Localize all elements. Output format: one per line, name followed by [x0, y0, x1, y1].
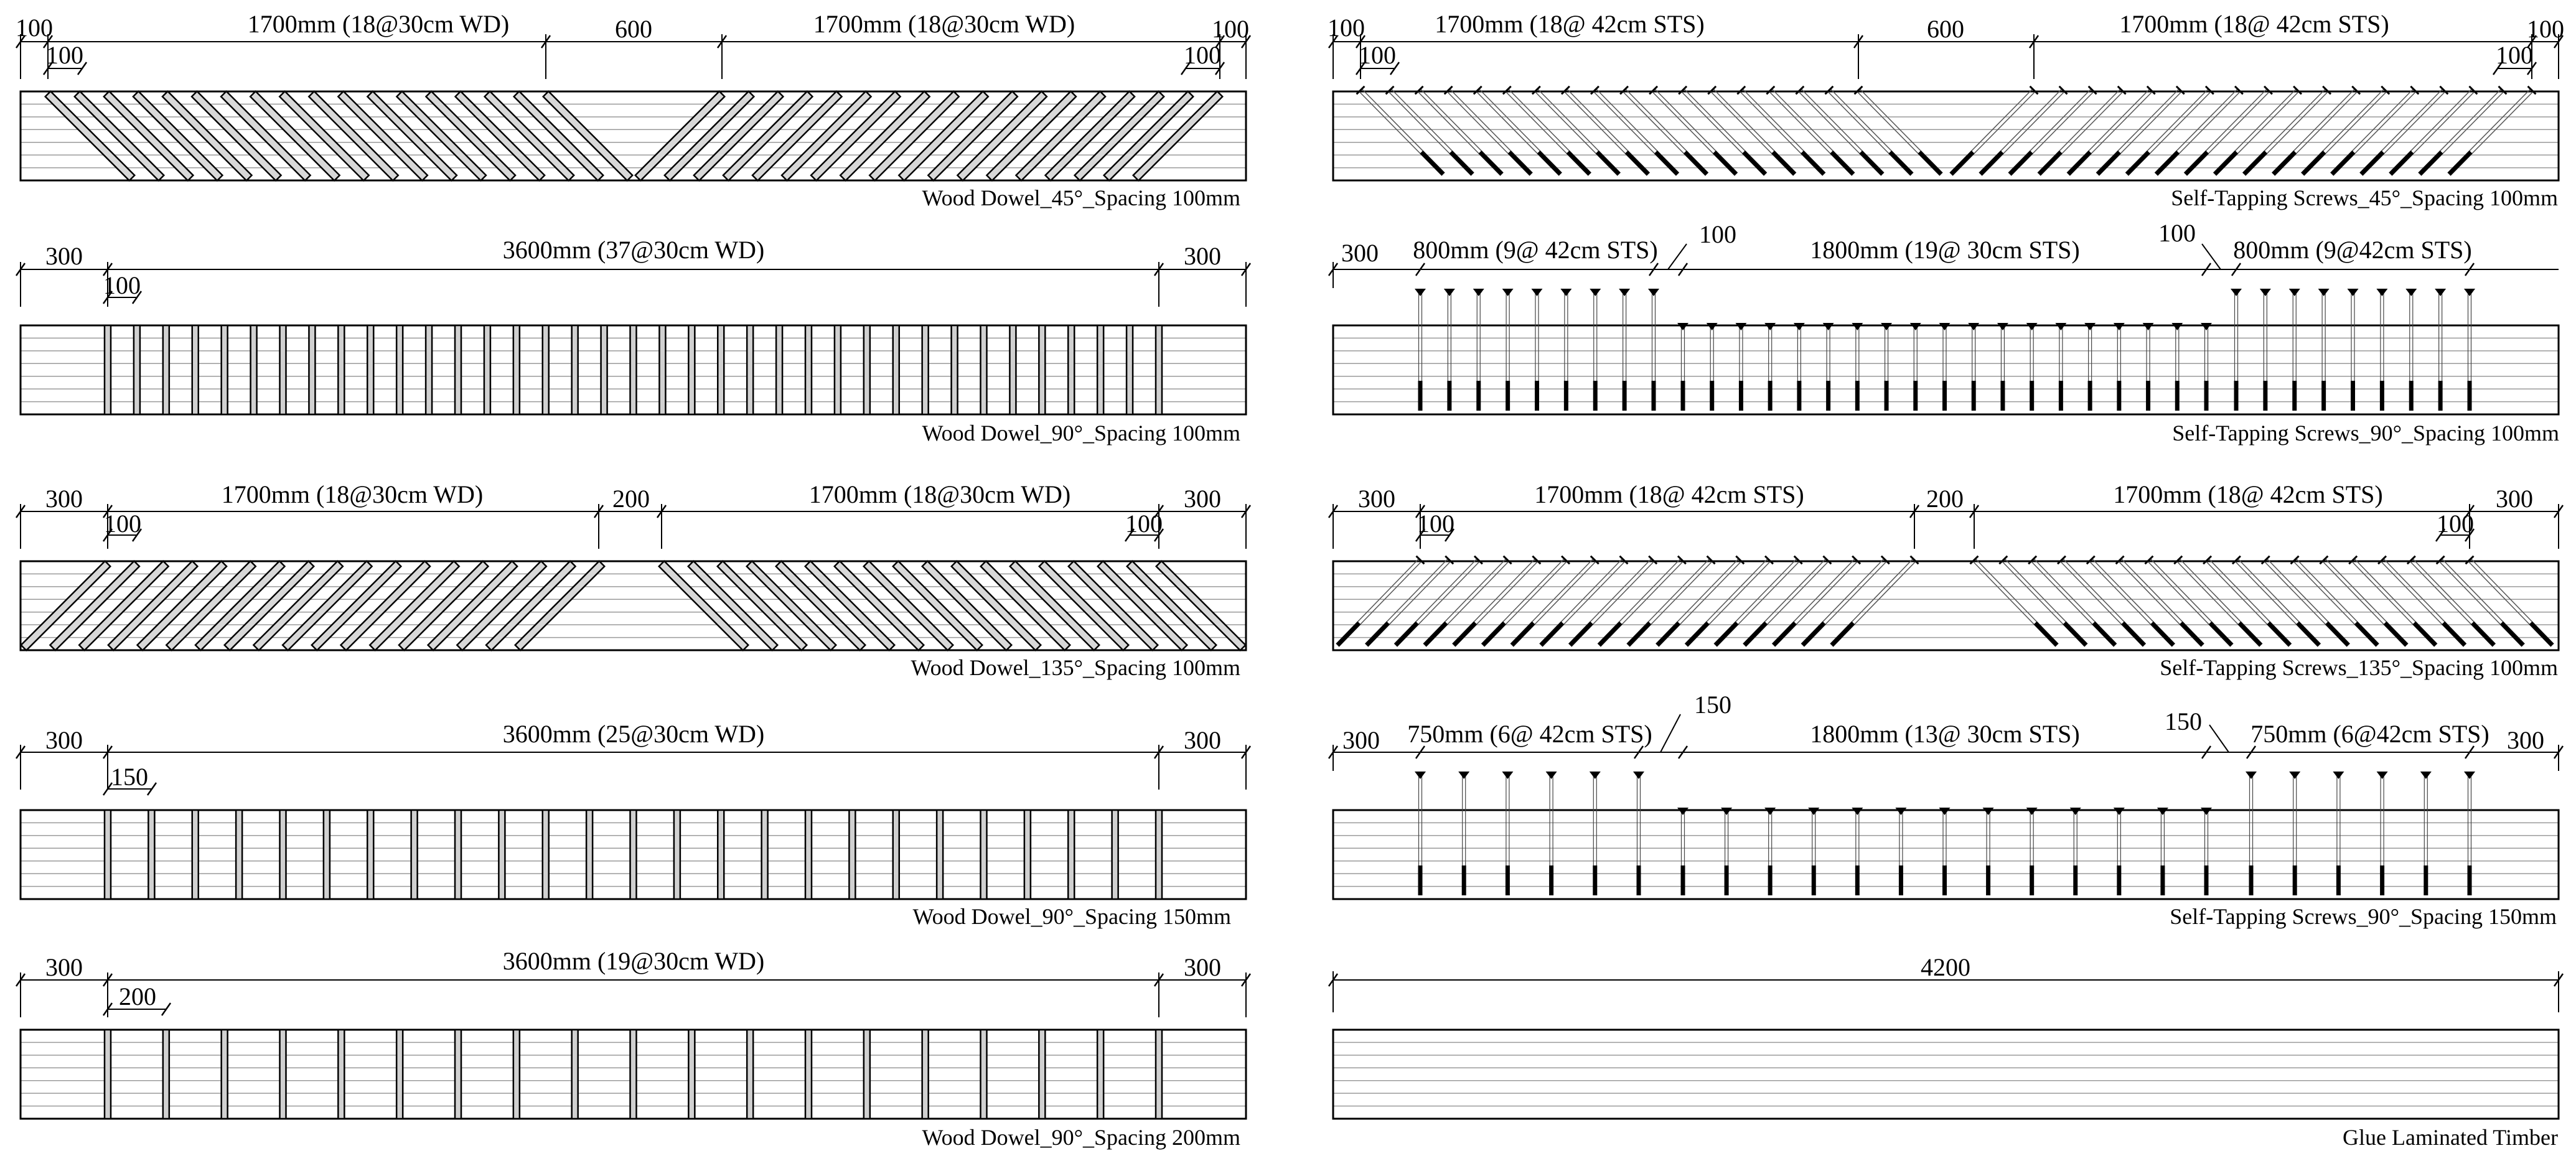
wood-dowel	[849, 810, 855, 899]
dim-label: 750mm (6@ 42cm STS)	[1407, 720, 1652, 748]
self-tapping-screw	[2377, 772, 2388, 895]
wood-dowel	[922, 1030, 929, 1119]
self-tapping-screw	[1881, 323, 1892, 411]
wood-dowel	[543, 325, 549, 414]
wood-dowel	[396, 325, 403, 414]
self-tapping-screw	[2376, 289, 2387, 411]
wood-dowel	[222, 1030, 228, 1119]
panel-wood-dowel-90-spacing-200	[16, 947, 1250, 1150]
wood-dowel	[280, 1030, 286, 1119]
self-tapping-screw	[1415, 772, 1426, 895]
dim-label: 300	[1342, 726, 1380, 754]
dim-label: 300	[1184, 726, 1221, 754]
self-tapping-screw	[1560, 289, 1571, 411]
panel-wood-dowel-135-spacing-100	[16, 480, 1250, 680]
self-tapping-screw	[1830, 556, 1919, 646]
wood-dowel	[148, 810, 154, 899]
wood-dowel	[952, 325, 958, 414]
dim-label: 300	[1341, 239, 1379, 267]
caption: Self-Tapping Screws_90°_Spacing 150mm	[2170, 904, 2557, 929]
wood-dowel	[1156, 325, 1162, 414]
self-tapping-screw	[1677, 808, 1688, 895]
wood-dowel	[455, 325, 461, 414]
dim-label: 150	[111, 763, 148, 791]
dim-label: 100	[1699, 220, 1736, 248]
panel-sts-90-spacing-100	[1329, 219, 2559, 445]
wood-dowel	[543, 810, 549, 899]
wood-dowel	[192, 810, 199, 899]
wood-dowel	[455, 810, 461, 899]
dim-label: 750mm (6@42cm STS)	[2250, 720, 2489, 748]
wood-dowel	[981, 1030, 987, 1119]
wood-dowel	[1009, 325, 1016, 414]
dim-label: 1700mm (18@30cm WD)	[247, 10, 510, 38]
self-tapping-screw	[2114, 323, 2125, 411]
wood-dowel	[1097, 1030, 1103, 1119]
dim-label: 600	[1927, 15, 1964, 43]
dim-label: 600	[615, 15, 652, 43]
wood-dowel	[747, 1030, 753, 1119]
self-tapping-screw	[1502, 289, 1514, 411]
dim-label: 300	[1184, 242, 1221, 270]
wood-dowel	[1068, 325, 1074, 414]
panel-wood-dowel-45-spacing-100	[16, 10, 1250, 210]
wood-dowel	[396, 1030, 403, 1119]
dim-label: 300	[1184, 485, 1221, 513]
self-tapping-screw	[2318, 289, 2330, 411]
self-tapping-screw	[1546, 772, 1557, 895]
dim-label: 200	[1926, 485, 1964, 513]
self-tapping-screw	[1619, 289, 1630, 411]
wood-dowel	[747, 325, 753, 414]
self-tapping-screw	[1633, 772, 1644, 895]
wood-dowel	[1068, 810, 1074, 899]
self-tapping-screw	[1473, 289, 1484, 411]
wood-dowel	[1112, 810, 1118, 899]
wood-dowel	[105, 325, 111, 414]
dim-label: 3600mm (37@30cm WD)	[502, 236, 765, 264]
self-tapping-screw	[1983, 808, 1994, 895]
wood-dowel	[572, 325, 578, 414]
self-tapping-screw	[2289, 289, 2300, 411]
wood-dowel	[236, 810, 242, 899]
dim-label: 100	[1212, 15, 1249, 43]
wood-dowel	[1156, 1030, 1162, 1119]
self-tapping-screw	[1997, 323, 2008, 411]
self-tapping-screw	[1707, 323, 1718, 411]
dim-label: 1800mm (19@ 30cm STS)	[1810, 236, 2080, 264]
dim-label: 1800mm (13@ 30cm STS)	[1810, 720, 2080, 748]
self-tapping-screw	[1794, 323, 1805, 411]
dim-label: 100	[2158, 219, 2196, 247]
wood-dowel	[251, 325, 257, 414]
wood-dowel	[572, 1030, 578, 1119]
panel-glulam-reference	[1329, 953, 2563, 1150]
self-tapping-screw	[1764, 323, 1776, 411]
leader-line	[1668, 244, 1687, 269]
caption: Self-Tapping Screws_135°_Spacing 100mm	[2160, 655, 2558, 680]
dim-label: 300	[45, 242, 83, 270]
dim-label: 1700mm (18@30cm WD)	[221, 480, 484, 508]
beam-outline	[1333, 1030, 2559, 1119]
self-tapping-screw	[2464, 289, 2475, 411]
wood-dowel	[835, 325, 841, 414]
dim-label: 1700mm (18@30cm WD)	[813, 10, 1075, 38]
dim-label: 200	[612, 485, 650, 513]
panel-sts-45-spacing-100	[1328, 10, 2564, 210]
dim-label: 300	[1358, 485, 1395, 513]
self-tapping-screw	[1939, 808, 1951, 895]
caption: Self-Tapping Screws_90°_Spacing 100mm	[2172, 421, 2559, 445]
self-tapping-screw	[1532, 289, 1543, 411]
wood-dowel	[280, 325, 286, 414]
wood-dowel	[922, 325, 929, 414]
dim-label: 1700mm (18@ 42cm STS)	[2119, 10, 2389, 38]
panel-wood-dowel-90-spacing-100	[16, 236, 1250, 445]
dim-label: 300	[45, 953, 83, 981]
self-tapping-screw	[2157, 808, 2168, 895]
self-tapping-screw	[1590, 772, 1601, 895]
dim-label: 300	[2496, 485, 2533, 513]
self-tapping-screw	[2348, 289, 2359, 411]
dim-label: 800mm (9@42cm STS)	[2233, 236, 2472, 264]
self-tapping-screw	[2405, 289, 2417, 411]
wood-dowel	[367, 325, 373, 414]
self-tapping-screw	[1648, 289, 1659, 411]
panel-sts-90-spacing-150	[1329, 691, 2563, 929]
panel-sts-135-spacing-100	[1329, 480, 2563, 680]
self-tapping-screw	[1823, 323, 1834, 411]
dim-label: 1700mm (18@ 42cm STS)	[1435, 10, 1705, 38]
self-tapping-screw	[1808, 808, 1819, 895]
wood-dowel	[338, 1030, 344, 1119]
self-tapping-screw	[2201, 323, 2212, 411]
wood-dowel	[280, 810, 286, 899]
dim-label: 100	[16, 14, 53, 42]
caption: Wood Dowel_90°_Spacing 200mm	[922, 1125, 1240, 1150]
self-tapping-screw	[1852, 808, 1863, 895]
self-tapping-screw	[1895, 808, 1906, 895]
wood-dowel	[688, 1030, 695, 1119]
wood-dowel	[411, 810, 418, 899]
dim-label: 100	[104, 510, 141, 538]
self-tapping-screw	[1721, 808, 1732, 895]
self-tapping-screw	[2143, 323, 2154, 411]
self-tapping-screw	[1764, 808, 1776, 895]
dim-label: 200	[119, 982, 156, 1010]
wood-dowel	[893, 325, 899, 414]
wood-dowel	[105, 1030, 111, 1119]
self-tapping-screw	[2201, 808, 2212, 895]
wood-dowel	[762, 810, 768, 899]
dim-label: 100	[1125, 510, 1163, 538]
self-tapping-screw	[1939, 323, 1951, 411]
wood-dowel	[309, 325, 315, 414]
self-tapping-screw	[1852, 323, 1863, 411]
self-tapping-screw	[2114, 808, 2125, 895]
wood-dowel	[1097, 325, 1103, 414]
self-tapping-screw	[1444, 289, 1455, 411]
self-tapping-screw	[1458, 772, 1469, 895]
wood-dowel	[630, 325, 637, 414]
self-tapping-screw	[2026, 323, 2038, 411]
dim-label: 300	[45, 726, 83, 754]
wood-dowel	[893, 810, 899, 899]
dim-label: 1700mm (18@30cm WD)	[808, 480, 1071, 508]
dim-label: 100	[103, 271, 141, 299]
wood-dowel	[455, 1030, 461, 1119]
caption: Wood Dowel_90°_Spacing 100mm	[922, 421, 1240, 445]
leader-line	[2209, 725, 2229, 752]
self-tapping-screw	[1677, 323, 1688, 411]
self-tapping-screw	[1590, 289, 1601, 411]
wood-dowel	[674, 810, 680, 899]
dim-label: 100	[2527, 15, 2564, 43]
wood-dowel	[805, 810, 812, 899]
wood-dowel	[499, 810, 505, 899]
wood-dowel	[1039, 325, 1045, 414]
wood-dowel	[222, 325, 228, 414]
caption: Wood Dowel_45°_Spacing 100mm	[922, 185, 1240, 210]
self-tapping-screw	[1735, 323, 1746, 411]
wood-dowel	[586, 810, 592, 899]
wood-dowel	[367, 810, 373, 899]
wood-dowel	[601, 325, 607, 414]
self-tapping-screw	[2026, 808, 2038, 895]
self-tapping-screw	[1502, 772, 1513, 895]
beam-outline	[1333, 91, 2559, 180]
wood-dowel	[805, 1030, 812, 1119]
wood-dowel	[864, 1030, 870, 1119]
dim-label: 300	[45, 485, 83, 513]
self-tapping-screw	[1415, 289, 1426, 411]
wood-dowel	[1039, 1030, 1045, 1119]
wood-dowel	[688, 325, 695, 414]
wood-dowel	[163, 1030, 169, 1119]
self-tapping-screw	[2289, 772, 2300, 895]
caption: Glue Laminated Timber	[2343, 1125, 2558, 1150]
dim-label: 300	[2507, 726, 2544, 754]
dim-label: 100	[2496, 41, 2533, 69]
wood-dowel	[163, 325, 169, 414]
self-tapping-screw	[1968, 323, 1979, 411]
self-tapping-screw	[2464, 772, 2475, 895]
dim-label: 150	[2165, 707, 2202, 735]
wood-dowel	[513, 1030, 520, 1119]
self-tapping-screw	[2435, 289, 2446, 411]
wood-dowel	[1156, 810, 1162, 899]
dim-label: 100	[2437, 510, 2474, 538]
caption: Wood Dowel_135°_Spacing 100mm	[911, 655, 1240, 680]
wood-dowel	[805, 325, 812, 414]
wood-dowel	[426, 325, 432, 414]
wood-dowel	[192, 325, 199, 414]
dim-label: 1700mm (18@ 42cm STS)	[2113, 480, 2383, 508]
self-tapping-screw	[2070, 808, 2081, 895]
dim-label: 100	[1417, 510, 1454, 538]
panel-wood-dowel-90-spacing-150	[16, 720, 1250, 929]
dim-label: 100	[1328, 14, 1365, 42]
self-tapping-screw	[2171, 323, 2183, 411]
dim-label: 100	[46, 41, 83, 69]
dim-label: 300	[1184, 953, 1221, 981]
wood-dowel	[338, 325, 344, 414]
wood-dowel	[718, 325, 724, 414]
dim-label: 3600mm (25@30cm WD)	[502, 720, 765, 748]
dim-label: 100	[1359, 41, 1396, 69]
self-tapping-screw	[2260, 289, 2271, 411]
wood-dowel	[937, 810, 943, 899]
wood-dowel	[630, 1030, 637, 1119]
dim-label: 100	[1184, 41, 1221, 69]
wood-dowel	[105, 810, 111, 899]
wood-dowel	[630, 810, 637, 899]
self-tapping-screw	[2420, 772, 2432, 895]
wood-dowel	[513, 325, 520, 414]
dim-label: 150	[1694, 691, 1731, 719]
wood-dowel	[718, 810, 724, 899]
caption: Self-Tapping Screws_45°_Spacing 100mm	[2171, 185, 2558, 210]
self-tapping-screw	[2055, 323, 2066, 411]
leader-line	[1660, 714, 1680, 752]
wood-dowel	[134, 325, 140, 414]
self-tapping-screw	[2333, 772, 2344, 895]
wood-dowel	[324, 810, 330, 899]
wood-dowel	[484, 325, 490, 414]
caption: Wood Dowel_90°_Spacing 150mm	[912, 904, 1231, 929]
self-tapping-screw	[2231, 289, 2242, 411]
dim-label: 3600mm (19@30cm WD)	[502, 947, 765, 975]
wood-dowel	[1024, 810, 1031, 899]
dim-label: 800mm (9@ 42cm STS)	[1413, 236, 1658, 264]
dim-label: 4200	[1921, 953, 1970, 981]
wood-dowel	[659, 325, 665, 414]
self-tapping-screw	[1910, 323, 1921, 411]
wood-dowel	[981, 325, 987, 414]
wood-dowel	[776, 325, 782, 414]
dim-label: 1700mm (18@ 42cm STS)	[1534, 480, 1804, 508]
wood-dowel	[864, 325, 870, 414]
self-tapping-screw	[2246, 772, 2257, 895]
leader-line	[2202, 244, 2221, 269]
wood-dowel	[981, 810, 987, 899]
wood-dowel	[1126, 325, 1133, 414]
self-tapping-screw	[2084, 323, 2096, 411]
